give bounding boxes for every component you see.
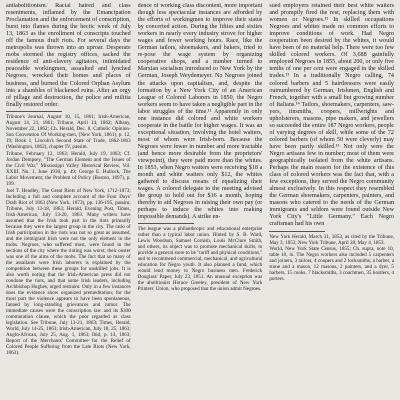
footnote: New York Herald, March 31, 1853, as cited by the Tribune, May 3, 1853; New York Tribune, April 28, May 4, 1853.	[269, 233, 394, 246]
footnote-rule	[138, 223, 194, 224]
footnote: World, New York State Census, 1855; Ch. supra, note 10, table 10, in. The Negro workers also included 5 carpenters and joiners, 3 tailors, 4 coopers and 2 locksmiths, a barber, a stone and a mason, 12 masons, 2 painters, and a dyer, 5 barbers, 15 cooks, 7 blacksmiths, 3 coachmen, 35 hostlers, 4 porters.	[269, 245, 394, 282]
column-middle	[138, 3, 263, 400]
body-paragraph: antiabolitionism. Racial hatred and class resentments, inflamed by the Emancipation Proclamation and the enforcement of conscription, burst into flames during the hectic week of July 13, 1863 as the enrollment of conscripts touched off the famous draft riots. For several days the metropolis was thrown into an uproar. Desperate mobs stormed the registry offices, sacked the residence of anti-slavery agitators, intimidated peaceable workingmen, assaulted and lynched Negroes, wrecked their homes and places of business, and burned the Colored Orphan Asylum into a shambles of blackened ruins. After an orgy of pillage and destruction, the police and militia finally restored order.	[6, 3, 131, 108]
footnote: Tribune's Journal, August 10, 15, 1861; Irish-American, August 14, 21, 1861; Tribune, April 14, 1862; Albany, November 22, 1862; Ch. Herald, Dec. 8, Catholic Opinion-Sun Convention Of Working-men, (New York, 1861), p. 12, 19; Book 1, Lincoln's Second State of Trade, 1862-1863 (Washington, 1862), chapter IV, passim.	[6, 113, 131, 150]
footnote: Joel T. Headley, The Great Riots of New York, 1712-1873; Including a full and complete account of the Four Days' Draft Riot of 1863 (New York, 1873), pp. 136-195, passim; Tribune, July 13-18, 1863; Herald, Evening Post, Times, Irish-American, July 13-20, 1863. Many writers have assumed that the Irish took part in the riots primarily because they were the largest group in the city. The ratio of Irish participation in the riots was not so great as assumed, and the immigrant Irish were not the only element in the mobs. Negroes, who suffered most, were found in the sections of the city where the rioting was worst; their ouster was one of the aims of the mobs. The fact that so many of the assailants were Irish laborers is explained by the competition between these groups for unskilled jobs. It is also worth noting that the Irish-American press did not condone the riots, and that some Irish leaders, including Archbishop Hughes, urged restraint. Only in a few instances does the evidence show organized premeditation; for the most part the violence appears to have been spontaneous, fanned by long-standing grievances and rumor. The immediate causes were the conscription law and its $300 commutation clause, which the poor regarded as class legislation. See Tribune, July 13-21, 1863; Times, Herald, World, July 14-25, 1863; Irish-American, July 18, 25, 1863; Anglo-African, July 25, Aug. 1, 1863; Ibid, p. 14, 1863; Report of the Merchants' Committee for the Relief of Colored People Suffering from the Late Riots (New York, 1863).	[6, 187, 131, 356]
footnote: The league was a philanthropic and educational enterprise rather than a typical labor union. Hinted by S. B. Ward, Lewis Woodson, Samuel Cornish, Louis McClure Smith, and others, its object was to promote mechanical skills, to provide a general store to be "tariff and physical conditions," and to recommend commercial, mechanical, and agricultural education for Negro youth. It also planned a fund, which would lend money to Negro business men. Frederick Douglass' Paper, July 23, 1851. An unusual exception was the abolitionist Horace Greeley, president of New York Printers' Union, who proposed that the union admit Negroes.	[137, 226, 263, 293]
footnote-rule	[269, 231, 325, 232]
footnote: Tribune, February 12, 1863; Herald, July 19, 1863; Cf. Jordan Dempsey, "The German Element and the Issues of the Civil War," Mississippi Valley Historical Review, Vol. XXIII, No. 1, June 1936, p. 49; George E. Hullock, The Labor Movement; the Problem of Policy (Boston, 1897), p. 199.	[6, 150, 131, 187]
body-paragraph: sued employers retained their best white waiters and promptly fired the rest, replacing them with women or Negroes.¹² In skilled occupations Negroes and whites made no common efforts to improve conditions of work. Had Negro cooperation been desired by the whites, it would have been of no material help. There were too few skilled colored workers. Of 3,688 gainfully employed Negroes in 1855, about 200, or only five tenths of one per cent were engaged in the skilled trades.¹³ In a traditionally Negro calling, 74 colored barbers and 5 hairdressers were easily outnumbered by German, Irishmen, English and French, together with a small but growing number of Italians.¹⁴ Tailors, shoemakers, carpenters, saw-yers, tinsmiths, coopers, millwrights and upholsterers, masons, pipe makers, and jewellers so succeeded the entire 187 Negro workers, people of varying degrees of skill, while some of the 72 colored barbers (of whom 50 were cleverly) may have been partly skilled.¹⁵ Not only were the Negro artisans few in number; most of them were geographically isolated from the white artisans. Perhaps the main reason for the existence of this class of colored workers was the fact that, with a few exceptions, they served the Negro community almost exclusively. In this respect they resembled the German shoemakers, carpenters, painters, and masons who catered to the needs of the German immigrants and seldom were found outside New York City's "Little Germany." Each Negro craftsman had his own	[269, 3, 394, 228]
body-paragraph: dence of working class discontent, more important though less spectacular instances are afforded by the efforts of workingmen to improve their status by concerted action. During the fifties and sixties workers in nearly every industry strove for higher wages and fewer working hours. Race, like the German tailors, shoemakers, and bakers, tried to re-pose the wage system by organizing cooperative shops, and a number turned to Marxian socialism introduced to New York by the German, Joseph Weydemeyer. No Negroes joined the attacks upon capitalism, and, despite the formation by a New York City of an American League of Colored Laborers in 1850, the Negro workers seem to have taken a negligible part in the labor struggles of the time.¹¹ Apparently in only one instance did colored and white workers cooperate in the battle for higher wages. It was an exceptional situation, involving the hotel waiters, most of whom were Irish-born. Because the Negroes were fewer in number and more tractable (and hence more desirable from the proprietors' viewpoint), they were paid more than the whites. In 1853, when Negro waiters were receiving $18 a month and white waiters only $12, the whites gathered to discuss means of equalizing their wages. A colored delegate to the meeting advised the group to hold out for $16 a month, hoping thereby to aid Negroes in raising their own pay (or perhaps to induce the whites into making impossible demands). A strike en-	[137, 3, 263, 221]
footnote-rule	[6, 111, 62, 112]
column-left	[6, 3, 131, 400]
column-right	[269, 3, 394, 400]
